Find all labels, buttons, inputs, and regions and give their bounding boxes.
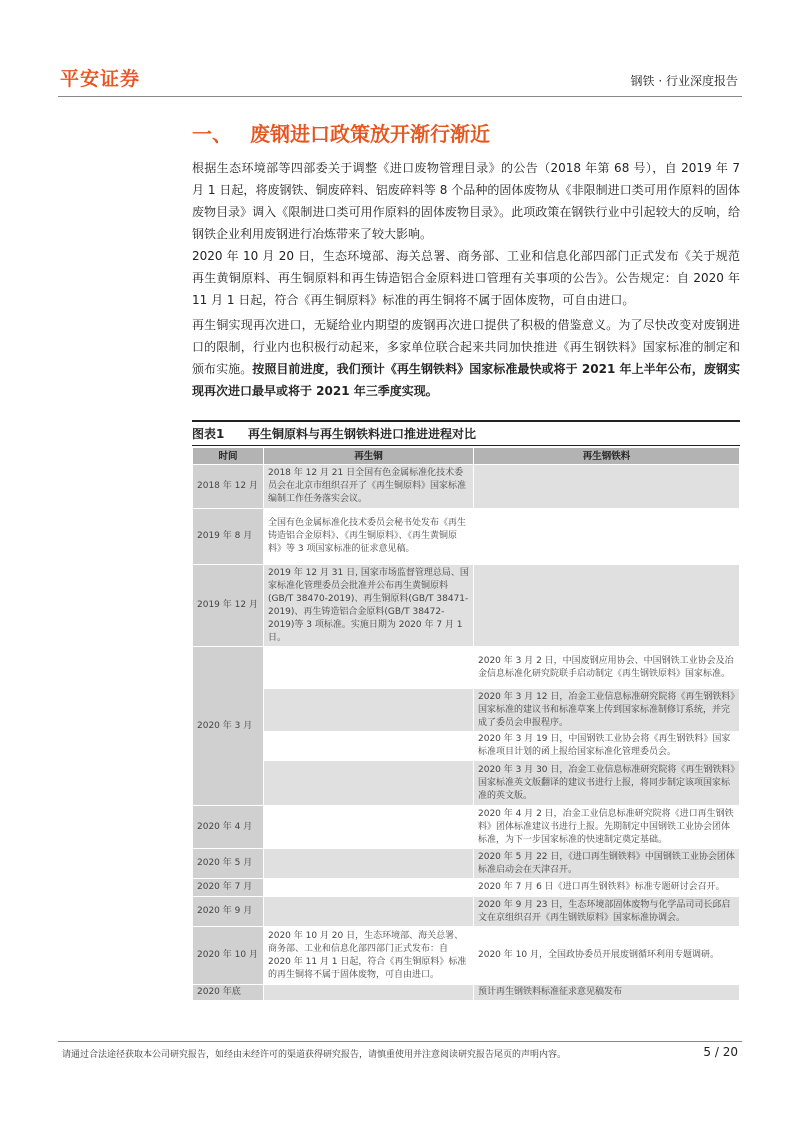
- copper-cell: 2018 年 12 月 21 日全国有色金属标准化技术委员会在北京市组织召开了《再生铜原料》国家标准编制工作任务落实会议。: [264, 465, 474, 509]
- company-logo: 平安证券: [60, 68, 141, 90]
- page-number: 5 / 20: [703, 1045, 738, 1059]
- paragraph-2: 2020 年 10 月 20 日，生态环境部、海关总署、商务部、工业和信息化部四部门正式发布《关于规范再生黄铜原料、再生铜原料和再生铸造铝合金原料进口管理有关事项的公告》。公告规定：自 2020 年 11 月 1 日起，符合《再生铜原料》标准的再生铜将不属于固体废物，可自由进口。: [192, 249, 740, 307]
- steel-cell: 预计再生钢铁料标准征求意见稿发布: [474, 985, 740, 1001]
- table-row: [193, 565, 740, 647]
- steel-cell: [474, 565, 740, 647]
- header-time: 时间: [193, 448, 264, 465]
- figure-label: 图表1: [192, 427, 225, 441]
- footer-disclaimer: 请通过合法途径获取本公司研究报告，如经由未经许可的渠道获得研究报告，请慎重使用并注意阅读研究报告尾页的声明内容。: [62, 1050, 567, 1060]
- steel-cell: 2020 年 9 月 23 日，生态环境部固体废物与化学品司司长邱启文在京组织召开《再生钢铁原料》国家标准协调会。: [474, 897, 740, 927]
- time-cell: 2019 年 12 月: [193, 565, 264, 647]
- steel-cell: 2020 年 3 月 30 日，冶金工业信息标准研究院将《再生钢铁料》国家标准英文版翻译的建议书进行上报，将同步制定该项国家标准的英文版。: [474, 761, 740, 806]
- table-row: [193, 985, 740, 1001]
- paragraph-3-text: 再生铜实现再次进口，无疑给业内期望的废钢再次进口提供了积极的借鉴意义。为了尽快改变对废钢进口的限制，行业内也积极行动起来，多家单位联合起来共同加快推进《再生钢铁料》国家标准的制定和颁布实施。: [192, 318, 740, 376]
- time-cell: 2020 年底: [193, 985, 264, 1001]
- steel-cell: [474, 509, 740, 565]
- table-row: [193, 465, 740, 509]
- copper-cell: [264, 849, 474, 879]
- copper-cell: [264, 806, 474, 849]
- copper-cell: [264, 897, 474, 927]
- table-row: [193, 732, 740, 761]
- figure-title: 再生铜原料与再生钢铁料进口推进进程对比: [248, 427, 477, 441]
- header-divider: [58, 96, 742, 97]
- time-cell: 2018 年 12 月: [193, 465, 264, 509]
- section-title: 废钢进口政策放开渐行渐近: [250, 122, 490, 146]
- time-cell: 2020 年 4 月: [193, 806, 264, 849]
- header-steel: 再生钢铁料: [474, 448, 740, 465]
- steel-cell: 2020 年 3 月 19 日，中国钢铁工业协会将《再生钢铁料》国家标准项目计划的函上报给国家标准化管理委员会。: [474, 732, 740, 761]
- copper-cell: 2020 年 10 月 20 日，生态环境部、海关总署、商务部、工业和信息化部四部门正式发布：自 2020 年 11 月 1 日起，符合《再生铜原料》标准的再生铜将不属于固体废物，可自由进口。: [264, 927, 474, 985]
- copper-cell: [264, 732, 474, 761]
- paragraph-3: [192, 314, 740, 402]
- footer-divider: [58, 1041, 742, 1042]
- steel-cell: 2020 年 5 月 22 日，《进口再生钢铁料》中国钢铁工业协会团体标准启动会在天津召开。: [474, 849, 740, 879]
- time-cell: 2020 年 3 月: [193, 647, 264, 806]
- figure-caption: [192, 420, 740, 446]
- paragraph-1: 根据生态环境部等四部委关于调整《进口废物管理目录》的公告（2018 年第 68 号），自 2019 年 7 月 1 日起，将废钢铁、铜废碎料、铝废碎料等 8 个品种的固体废物从《非限制进口类可用作原料的固体废物目录》调入《限制进口类可用作原料的固体废物目录》。此项政策在钢铁行业中引起较大的反响，给钢铁企业利用废钢进行冶炼带来了较大影响。: [192, 161, 740, 241]
- table-row: [193, 879, 740, 897]
- table-row: [193, 647, 740, 689]
- steel-cell: 2020 年 7 月 6 日《进口再生钢铁料》标准专题研讨会召开。: [474, 879, 740, 897]
- time-cell: 2020 年 5 月: [193, 849, 264, 879]
- copper-cell: 全国有色金属标准化技术委员会秘书处发布《再生铸造铝合金原料》、《再生铜原料》、《再生黄铜原料》等 3 项国家标准的征求意见稿。: [264, 509, 474, 565]
- time-cell: 2020 年 7 月: [193, 879, 264, 897]
- copper-cell: 2019 年 12 月 31 日, 国家市场监督管理总局、国家标准化管理委员会批准并公布再生黄铜原料(GB/T 38470-2019)、再生铜原料(GB/T 38471-2019)、再生铸造铝合金原料(GB/T 38472-2019)等 3 项标准。实施日期为 2020 年 7 月 1 日。: [264, 565, 474, 647]
- copper-cell: [264, 761, 474, 806]
- steel-cell: 2020 年 10 月，全国政协委员开展废钢循环利用专题调研。: [474, 927, 740, 985]
- table-row: [193, 897, 740, 927]
- steel-cell: 2020 年 3 月 12 日，冶金工业信息标准研究院将《再生钢铁料》国家标准的建议书和标准草案上传到国家标准制修订系统，并完成了委员会申报程序。: [474, 689, 740, 732]
- copper-cell: [264, 689, 474, 732]
- table-row: [193, 849, 740, 879]
- time-cell: 2020 年 9 月: [193, 897, 264, 927]
- steel-cell: [474, 465, 740, 509]
- table-row: [193, 806, 740, 849]
- table-row: [193, 509, 740, 565]
- steel-cell: 2020 年 4 月 2 日，冶金工业信息标准研究院将《进口再生钢铁料》团体标准建议书进行上报。先期制定中国钢铁工业协会团体标准，为下一步国家标准的快速制定奠定基础。: [474, 806, 740, 849]
- copper-cell: [264, 879, 474, 897]
- report-category: 钢铁 · 行业深度报告: [630, 74, 738, 88]
- steel-cell: 2020 年 3 月 2 日，中国废钢应用协会、中国钢铁工业协会及冶金信息标准化研究院联手启动制定《再生钢铁原料》国家标准。: [474, 647, 740, 689]
- section-number: 一、: [192, 122, 232, 146]
- copper-cell: [264, 647, 474, 689]
- table-row: [193, 689, 740, 732]
- table-row: [193, 761, 740, 806]
- section-heading: [192, 118, 490, 147]
- time-cell: 2020 年 10 月: [193, 927, 264, 985]
- table-row: [193, 927, 740, 985]
- copper-cell: [264, 985, 474, 1001]
- table-header-row: [193, 448, 740, 465]
- time-cell: 2019 年 8 月: [193, 509, 264, 565]
- comparison-table: [192, 447, 740, 1001]
- paragraph-3-emphasis: 按照目前进度，我们预计《再生钢铁料》国家标准最快或将于 2021 年上半年公布，废钢实现再次进口最早或将于 2021 年三季度实现。: [192, 362, 740, 398]
- header-copper: 再生铜: [264, 448, 474, 465]
